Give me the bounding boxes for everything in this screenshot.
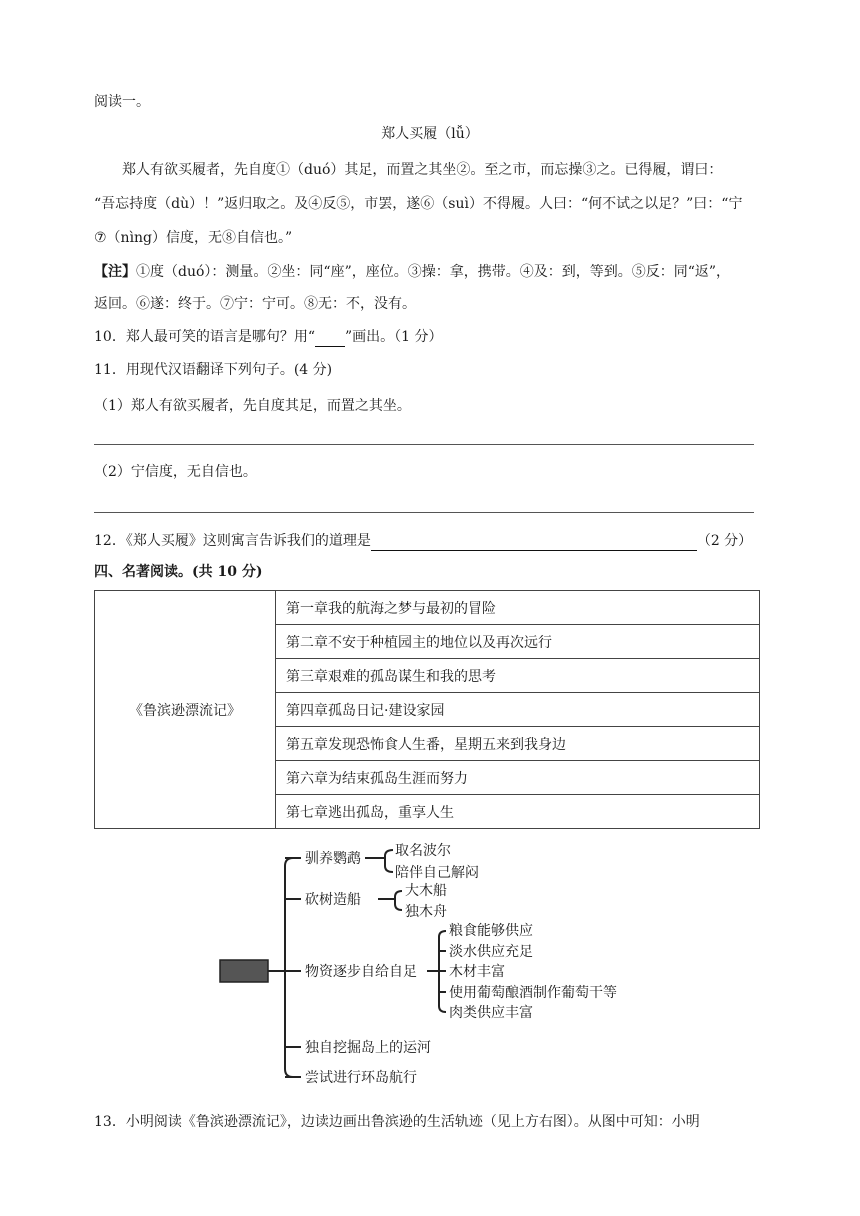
leaf-label: 肉类供应丰富 (449, 1005, 533, 1021)
branch-label: 驯养鹦鹉 (305, 851, 361, 867)
branch-label: 尝试进行环岛航行 (305, 1070, 417, 1086)
robinson-mindmap (215, 838, 655, 1100)
chapter-cell: 第七章逃出孤岛，重享人生 (276, 795, 760, 829)
question-10-text-b: ”画出。（1 分） (344, 329, 443, 345)
leaf-label: 淡水供应充足 (449, 944, 533, 960)
root-blank-box[interactable] (220, 960, 268, 982)
underline-sample (315, 326, 345, 347)
question-11-1: （1）郑人有欲买履者，先自度其足，而置之其坐。 (94, 398, 411, 414)
answer-line-11-2[interactable] (94, 512, 754, 513)
leaf-label: 取名波尔 (395, 843, 451, 859)
question-13: 13．小明阅读《鲁滨逊漂流记》，边读边画出鲁滨逊的生活轨迹（见上方右图）。从图中可知：小明 (94, 1114, 700, 1130)
mindmap-svg (215, 838, 655, 1096)
question-12-text-b: （2 分） (696, 533, 753, 549)
leaf-label: 木材丰富 (449, 964, 505, 980)
branch-label: 物资逐步自给自足 (305, 964, 417, 980)
passage-title: 郑人买履（lǚ） (381, 126, 479, 142)
novel-chapter-table (94, 590, 760, 829)
notes-line-1 (94, 262, 730, 282)
question-10-text-a: 10．郑人最可笑的语言是哪句？用“ (94, 329, 315, 345)
question-11: 11．用现代汉语翻译下列句子。(4 分) (94, 362, 333, 378)
passage-line-2: “吾忘持度（dù）！”返归取之。及④反⑤，市罢，遂⑥（suì）不得履。人曰：“何不试之以足？”曰：“宁 (94, 196, 743, 212)
leaf-label: 粮食能够供应 (449, 923, 533, 939)
book-title-cell: 《鲁滨逊漂流记》 (95, 591, 276, 829)
leaf-label: 独木舟 (405, 904, 447, 920)
leaf-label: 使用葡萄酿酒制作葡萄干等 (449, 985, 617, 1001)
branch-label: 砍树造船 (305, 892, 361, 908)
chapter-cell: 第五章发现恐怖食人生番，星期五来到我身边 (276, 727, 760, 761)
question-12 (94, 530, 752, 551)
chapter-cell: 第四章孤岛日记·建设家园 (276, 693, 760, 727)
chapter-cell: 第六章为结束孤岛生涯而努力 (276, 761, 760, 795)
passage-line-3: ⑦（nìng）信度，无⑧自信也。” (94, 230, 293, 246)
question-11-2: （2）宁信度，无自信也。 (94, 464, 257, 480)
section-reading-label: 阅读一。 (94, 94, 150, 110)
notes-text-1: ①度（duó）：测量。②坐：同“座”，座位。③操：拿，携带。④及：到，等到。⑤反：同“返”， (136, 264, 731, 280)
leaf-label: 大木船 (405, 883, 447, 899)
chapter-cell: 第一章我的航海之梦与最初的冒险 (276, 591, 760, 625)
answer-line-11-1[interactable] (94, 444, 754, 445)
passage-line-1: 郑人有欲买履者，先自度①（duó）其足，而置之其坐②。至之市，而忘操③之。已得履，谓曰： (122, 162, 723, 178)
chapter-cell: 第三章艰难的孤岛谋生和我的思考 (276, 659, 760, 693)
question-10 (94, 326, 443, 347)
answer-blank-12[interactable] (371, 530, 697, 551)
branch-label: 独自挖掘岛上的运河 (305, 1040, 431, 1056)
question-12-text-a: 12．《郑人买履》这则寓言告诉我们的道理是 (94, 533, 371, 549)
note-tag: 【注】 (94, 264, 136, 280)
notes-line-2: 返回。⑥遂：终于。⑦宁：宁可。⑧无：不，没有。 (94, 296, 416, 312)
section-4-heading: 四、名著阅读。(共 10 分) (94, 564, 263, 580)
leaf-label: 陪伴自己解闷 (395, 865, 479, 881)
chapter-cell: 第二章不安于种植园主的地位以及再次远行 (276, 625, 760, 659)
table-row (95, 591, 760, 625)
